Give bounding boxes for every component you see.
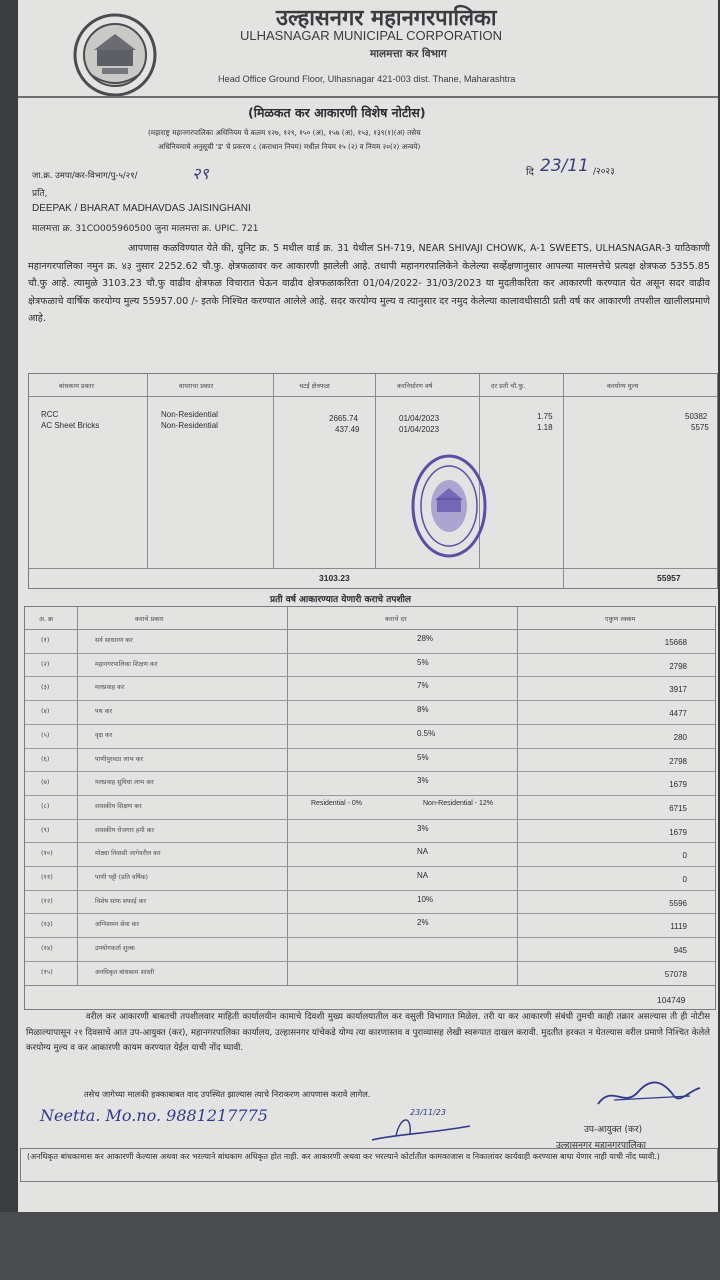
tax-table-caption: प्रती वर्ष आकारण्यात येणारी कराचे तपशील <box>270 595 412 605</box>
row-construction: RCC <box>41 410 59 419</box>
hearing-line: तसेच जागेच्या मालकी हक्काबाबत वाद उपस्थित झाल्यास त्याचे निराकरण आपणास करावे लागेल. <box>84 1089 371 1099</box>
corporation-title-english: ULHASNAGAR MUNICIPAL CORPORATION <box>240 28 502 43</box>
col-taxable-value: करयोग्य मुल्य <box>607 382 639 390</box>
tax-type: वृक्ष कर <box>95 731 113 739</box>
tax-amount: 2798 <box>669 756 687 766</box>
tax-amount: 0 <box>682 875 687 884</box>
header-rule <box>18 96 718 98</box>
notice-heading: (मिळकत कर आकारणी विशेष नोटीस) <box>248 105 426 120</box>
tax-serial: (१३) <box>41 920 53 929</box>
tax-grand-total: 104749 <box>657 995 686 1005</box>
tax-amount: 57078 <box>664 969 687 979</box>
tax-rate: 2% <box>417 918 429 928</box>
handwritten-contact-note: Neetta. Mo.no. 9881217775 <box>40 1106 268 1125</box>
tax-type: सर्व साधारण कर <box>95 637 133 644</box>
date-label: दि <box>526 167 534 178</box>
tax-rate: 3% <box>417 776 429 786</box>
officer-signature <box>594 1074 704 1114</box>
to-label: प्रति, <box>32 189 48 199</box>
official-stamp <box>411 454 487 558</box>
notice-legal-reference-2: अधिनियमाचे अनुसूची 'ड' चे प्रकरण ८ (कराधान नियम) मधील नियम १५ (२) व नियम २०(२) अन्वये) <box>158 142 421 151</box>
notice-paragraph: आपणास कळविण्यात येते की, युनिट क्र. 5 मधील वार्ड क्र. 31 येथील SH-719, NEAR SHIVAJI CHOWK, A-1 SWEETS, ULHASNAGAR-3 याठिकाणी महानगरपालिका नमुन क्र. ४३ नुसार 2252.62 चौ.फु. क्षेत्रफळावर कर आकारणी झालेली आहे. तथापी महानगरपालिकेने केलेल्या सर्व्हेक्षणानुसार आपल्या मालमत्तेचे प्रत्यक्ष क्षेत्रफळ 5355.85 चौ.फु आहे. त्यामुळे 3103.23 चौ.फु वाढीव क्षेत्रफळ विचारात घेऊन वाढीव क्षेत्रफळाकरिता 01/04/2022- 31/03/2023 या मुदतीकरिता कर आकारणी करण्यात येत असून सदर वाढीव क्षेत्रफळाचे वार्षिक करयोग्य मुल्य 55957.00 /- इतके निश्चित करण्यात आलेले आहे. सदर करयोग्य मुल्य व त्यानुसार दर नमुद केलेल्या कालावधीसाठी प्रती वर्ष कर आकारणी तपशील खालीलप्रमाणे आहे. <box>28 243 710 324</box>
tax-type: पथ कर <box>95 708 113 716</box>
col-construction-type: बांधकाम प्रकार <box>59 382 95 390</box>
tax-amount: 5596 <box>669 898 687 908</box>
signatory-organization: उल्हासनगर महानगरपालिका <box>556 1141 646 1151</box>
tax-rate-residential: Residential - 0% <box>311 799 362 807</box>
tax-amount: 1119 <box>670 922 687 932</box>
footer-paragraph: वरील कर आकारणी बाबतची तपशीलवार माहिती कार्यालयीन कामाचे दिवशी मुख्य कार्यालयातील कर वसुली विभागात मिळेल. तरी या कर आकारणी संबंधी तुमची काही तक्रार असल्यास ती ही नोटीस मिळाल्यापासून २१ दिवसाचे आत उप-आयुक्त (कर), महानगरपालिका कार्यालय, उल्हासनगर यांचेकडे योग्य त्या कारणास्तव व पुराव्यासह लेखी स्वरूपात दाखल करावी. मुदतीत हरकत न घेतल्यास वरील प्रमाणे निश्चित केलेले करयोग्य मुल्य व कर आकारणी कायम करण्यात येईल याची नोंद घ्यावी. <box>26 1012 710 1053</box>
col-serial-number: अ. क्र <box>39 615 54 623</box>
tax-type: विशेष साफ सफाई कर <box>95 897 147 905</box>
disclaimer-box <box>20 1148 718 1182</box>
tax-rate: NA <box>417 871 429 880</box>
tax-serial: (४) <box>41 707 50 716</box>
owner-name: DEEPAK / BHARAT MADHAVDAS JAISINGHANI <box>32 203 251 214</box>
tax-rate-non-residential: Non-Residential - 12% <box>423 799 494 807</box>
tax-type: मलप्रवाह कर <box>95 684 125 692</box>
row-construction: AC Sheet Bricks <box>41 421 100 430</box>
tax-type: पाणीपुरवठा लाभ कर <box>95 755 144 763</box>
col-assessment-year: करनिर्धारण वर्ष <box>397 382 433 390</box>
corporation-title-marathi: उल्हासनगर महानगरपालिका <box>276 6 497 31</box>
total-taxable-value: 55957 <box>657 573 681 583</box>
tax-rate: 7% <box>417 681 429 691</box>
col-tax-rate: कराचे दर <box>385 615 407 623</box>
tax-serial: (११) <box>41 873 53 881</box>
date-year: /२०२३ <box>593 167 615 177</box>
tax-rate: 3% <box>417 823 429 833</box>
notice-legal-reference-1: (महाराष्ट्र महानगरपालिका अधिनियम चे कलम १२७, १२९, १५० (अ), १५७ (अ), १५३, १३९(१)(अ) तसेच <box>148 128 421 137</box>
tax-rate: 8% <box>417 705 429 715</box>
col-usage-type: वापराचा प्रकार <box>179 382 214 390</box>
tax-serial: (१४) <box>41 944 53 953</box>
tax-amount: 2798 <box>669 661 687 671</box>
row-area: 2665.74 <box>329 414 358 423</box>
initial-date: 23/11/23 <box>410 1108 446 1117</box>
tax-rate: 5% <box>417 752 429 762</box>
corporation-logo <box>72 12 158 98</box>
tax-rate: NA <box>417 847 429 857</box>
background-surface <box>0 1212 720 1280</box>
notice-document <box>18 0 718 1212</box>
property-table <box>28 373 718 589</box>
tax-amount: 15668 <box>664 638 687 647</box>
tax-serial: (२) <box>41 659 50 668</box>
tax-type: महानगरपालिका शिक्षण कर <box>95 660 158 668</box>
tax-type: पाणी पट्टी (प्रति वर्षिक) <box>95 874 149 881</box>
tax-rate: 28% <box>417 634 434 643</box>
property-number-line: मालमत्ता क्र. 31CO005960500 जुना मालमत्ता क्र. UPIC. 721 <box>32 224 259 234</box>
tax-table <box>24 606 716 1010</box>
tax-amount: 4477 <box>669 709 687 719</box>
row-value: 5575 <box>691 423 709 432</box>
row-rate: 1.75 <box>537 412 553 421</box>
row-usage: Non-Residential <box>161 421 218 430</box>
tax-amount: 0 <box>682 851 687 861</box>
tax-type: मोठ्या निवासी जागेवरील कर <box>95 850 161 858</box>
tax-type: मलप्रवाह सुविधा लाभ कर <box>95 779 154 787</box>
reference-number-handwritten: २९ <box>192 164 209 183</box>
row-year: 01/04/2023 <box>399 425 440 434</box>
tax-rate: 0.5% <box>417 728 436 738</box>
row-year: 01/04/2023 <box>399 414 440 423</box>
col-rate-per-sqft: दर प्रती चौ.फु. <box>491 382 526 390</box>
row-value: 50382 <box>685 412 708 421</box>
col-tax-type: कराचे प्रकार <box>135 615 164 623</box>
signatory-title: उप-आयुक्त (कर) <box>584 1125 643 1135</box>
tax-serial: (१५) <box>41 967 53 976</box>
tax-serial: (८) <box>41 801 50 810</box>
tax-serial: (७) <box>41 778 50 787</box>
tax-serial: (५) <box>41 730 50 739</box>
tax-serial: (१०) <box>41 849 53 858</box>
tax-serial: (३) <box>41 683 50 692</box>
tax-amount: 6715 <box>669 803 687 813</box>
reference-number: जा.क्र. उमपा/कर-विभाग/पु-५/२१/ <box>32 171 138 181</box>
tax-serial: (१) <box>41 636 50 644</box>
office-address: Head Office Ground Floor, Ulhasnagar 421-003 dist. Thane, Maharashtra <box>218 74 516 84</box>
tax-amount: 280 <box>673 732 687 742</box>
tax-amount: 1679 <box>669 780 687 790</box>
tax-type: शासकीय शिक्षण कर <box>95 802 142 810</box>
date-handwritten: 23/11 <box>540 156 589 176</box>
tax-type: शासकीय रोजगार हमी कर <box>95 826 155 834</box>
row-rate: 1.18 <box>537 423 553 432</box>
tax-amount: 945 <box>673 946 687 956</box>
tax-serial: (१२) <box>41 896 53 905</box>
tax-type: अग्निशमन सेवा कर <box>95 921 140 929</box>
tax-rate: 5% <box>417 657 429 667</box>
row-usage: Non-Residential <box>161 410 218 419</box>
tax-rate: 10% <box>417 894 434 904</box>
tax-amount: 1679 <box>669 827 687 837</box>
tax-serial: (६) <box>41 754 50 763</box>
tax-serial: (९) <box>41 825 50 834</box>
row-area: 437.49 <box>335 425 360 434</box>
col-total-amount: एकुण रक्कम <box>605 615 636 623</box>
tax-type: अनधिकृत बांधकाम शास्ती <box>95 968 155 976</box>
tax-type: उपयोगकर्ता शुल्क <box>95 945 135 953</box>
total-carpet-area: 3103.23 <box>319 573 350 583</box>
department-name: मालमत्ता कर विभाग <box>370 48 447 60</box>
tax-amount: 3917 <box>669 685 687 695</box>
disclaimer-text: (अनधिकृत बांधकामास कर आकारणी केल्यास अथवा कर भरल्याने बांधकाम अधिकृत होत नाही. कर आकारणी अथवा कर भरल्याने कोर्टातील कामकाजास व निकालांवर कार्यवाही करण्यास बाधा येणार नाही याची नोंद घ्यावी.) <box>27 1152 660 1161</box>
col-carpet-area: चटई क्षेत्रफळ <box>299 382 330 390</box>
